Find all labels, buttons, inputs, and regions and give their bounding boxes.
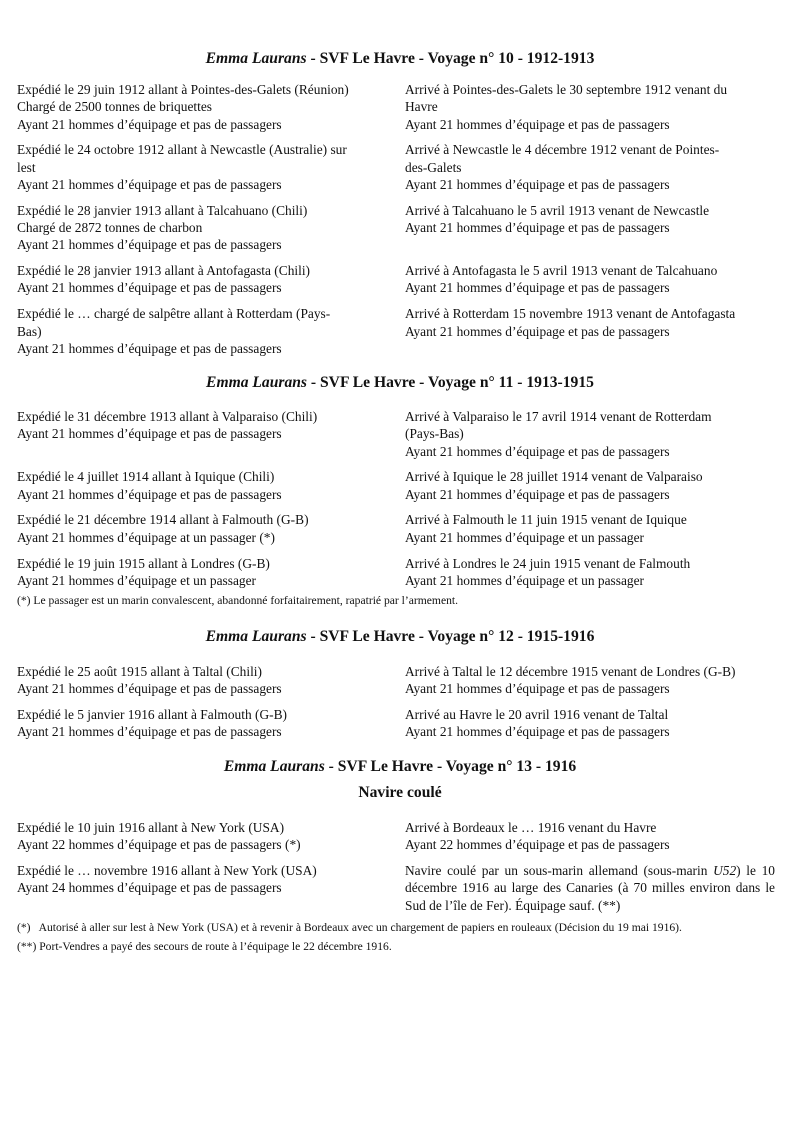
voyage-row [0,141,800,193]
arrival-entry: Arrivé à Antofagasta le 5 avril 1913 venant de Talcahuano Ayant 21 hommes d’équipage et pas de passagers [405,263,718,296]
arrival-entry: Arrivé à Newcastle le 4 décembre 1912 venant de Pointes- des-Galets Ayant 21 hommes d’équipage et pas de passagers [405,142,720,192]
voyage-row [0,819,800,854]
departure-entry: Expédié le … chargé de salpêtre allant à Rotterdam (Pays- Bas) Ayant 21 hommes d’équipage et pas de passagers [17,306,331,356]
arrival-entry: Arrivé à Londres le 24 juin 1915 venant de Falmouth Ayant 21 hommes d’équipage et un passager [405,555,691,588]
voyage-title-text: - SVF Le Havre - Voyage n° 13 - 1916 [324,758,577,775]
voyage-10-title [0,49,800,69]
departure-entry: Expédié le 4 juillet 1914 allant à Iquique (Chili) Ayant 21 hommes d’équipage et pas de passagers [17,469,282,502]
voyage-title-text: - SVF Le Havre - Voyage n° 12 - 1915-1916 [306,628,595,645]
arrival-entry: Arrivé à Bordeaux le … 1916 venant du Havre Ayant 22 hommes d’équipage et pas de passagers [405,820,670,853]
voyage-11-title [0,373,800,393]
departure-entry: Expédié le 31 décembre 1913 allant à Valparaiso (Chili) Ayant 21 hommes d’équipage et pas de passagers [17,409,318,442]
arrival-entry: Arrivé à Pointes-des-Galets le 30 septembre 1912 venant du Havre Ayant 21 hommes d’équipage et pas de passagers [405,82,728,132]
arrival-entry: Arrivé à Rotterdam 15 novembre 1913 venant de Antofagasta Ayant 21 hommes d’équipage et pas de passagers [405,306,736,339]
voyage-13-section [0,757,800,954]
departure-entry: Expédié le 29 juin 1912 allant à Pointes-des-Galets (Réunion) Chargé de 2500 tonnes de briquettes Ayant 21 hommes d’équipage et pas de passagers [17,82,349,132]
voyage-row [0,663,800,698]
ship-name: Emma Laurans [223,758,325,775]
ship-name: Emma Laurans [205,628,307,645]
footnote: (*) Autorisé à aller sur lest à New York (USA) et à revenir à Bordeaux avec un chargement de papiers en rouleaux (Décision du 19 mai 1916). [17,920,682,934]
arrival-entry: Arrivé à Iquique le 28 juillet 1914 venant de Valparaiso Ayant 21 hommes d’équipage et pas de passagers [405,469,703,502]
arrival-entry: Arrivé au Havre le 20 avril 1916 venant de Taltal Ayant 21 hommes d’équipage et pas de passagers [405,707,670,740]
voyage-12-title [0,627,800,647]
voyage-row [0,511,800,546]
departure-entry: Expédié le 25 août 1915 allant à Taltal (Chili) Ayant 21 hommes d’équipage et pas de passagers [17,664,282,697]
ship-name: Emma Laurans [205,50,307,67]
voyage-row [0,202,800,254]
arrival-entry: Arrivé à Taltal le 12 décembre 1915 venant de Londres (G-B) Ayant 21 hommes d’équipage et pas de passagers [405,664,736,697]
voyage-row [0,81,800,133]
departure-entry: Expédié le … novembre 1916 allant à New York (USA) Ayant 24 hommes d’équipage et pas de passagers [17,863,317,896]
voyage-row [0,408,800,460]
voyage-10-section [0,49,800,366]
voyage-13-title [0,757,800,777]
voyage-11-section [0,373,800,608]
footnote: (*) Le passager est un marin convalescent, abandonné forfaitairement, rapatrié par l’armement. [17,594,459,608]
departure-entry: Expédié le 28 janvier 1913 allant à Antofagasta (Chili) Ayant 21 hommes d’équipage et pas de passagers [17,263,311,296]
voyage-row [0,468,800,503]
departure-entry: Expédié le 10 juin 1916 allant à New York (USA) Ayant 22 hommes d’équipage et pas de passagers (*) [17,820,301,853]
voyage-row [0,262,800,297]
sinking-text-b: ) le 10 décembre 1916 au large des Canaries (à 70 milles environ dans le Sud de l’île de Fer). Équipage sauf. (**) [405,863,775,913]
voyage-title-text: - SVF Le Havre - Voyage n° 11 - 1913-1915 [307,374,594,391]
footnote: (**) Port-Vendres a payé des secours de route à l’équipage le 22 décembre 1916. [17,939,392,953]
ship-name: Emma Laurans [206,374,308,391]
voyage-13-subtitle: Navire coulé [358,784,442,801]
departure-entry: Expédié le 21 décembre 1914 allant à Falmouth (G-B) Ayant 21 hommes d’équipage at un passager (*) [17,512,309,545]
arrival-entry: Arrivé à Falmouth le 11 juin 1915 venant de Iquique Ayant 21 hommes d’équipage et un passager [405,512,687,545]
voyage-title-text: - SVF Le Havre - Voyage n° 10 - 1912-1913 [306,50,595,67]
arrival-entry: Arrivé à Valparaiso le 17 avril 1914 venant de Rotterdam (Pays-Bas) Ayant 21 hommes d’équipage et pas de passagers [405,409,712,459]
voyage-row [0,305,800,357]
departure-entry: Expédié le 5 janvier 1916 allant à Falmouth (G-B) Ayant 21 hommes d’équipage et pas de passagers [17,707,287,740]
departure-entry: Expédié le 28 janvier 1913 allant à Talcahuano (Chili) Chargé de 2872 tonnes de charbon Ayant 21 hommes d’équipage et pas de passagers [17,202,308,253]
sinking-text-a: Navire coulé par un sous-marin allemand (sous-marin [405,863,714,879]
sinking-entry [405,862,775,914]
submarine-name: U52 [713,863,737,879]
voyage-12-section [0,627,800,749]
voyage-row [0,862,800,914]
departure-entry: Expédié le 24 octobre 1912 allant à Newcastle (Australie) sur lest Ayant 21 hommes d’équipage et pas de passagers [17,142,347,192]
voyage-row [0,555,800,590]
arrival-entry: Arrivé à Talcahuano le 5 avril 1913 venant de Newcastle Ayant 21 hommes d’équipage et pas de passagers [405,202,710,236]
voyage-row [0,706,800,741]
departure-entry: Expédié le 19 juin 1915 allant à Londres (G-B) Ayant 21 hommes d’équipage et un passager [17,555,270,588]
